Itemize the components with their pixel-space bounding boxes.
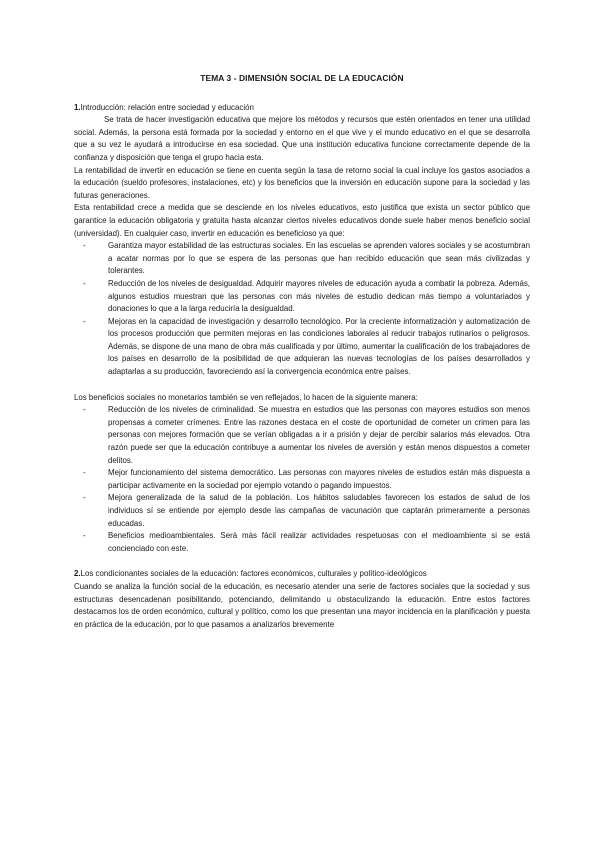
section-1-heading bbox=[74, 102, 530, 115]
non-monetary-item: - Mejora generalizada de la salud de la población. Los hábitos saludables favorecen los estados de salud de los individuos sí se entiende por ejemplo desde las campañas de vacunación que captarán primeramente a personas educadas. bbox=[108, 492, 530, 530]
benefit-item: - Garantiza mayor estabilidad de las estructuras sociales. En las escuelas se aprenden valores sociales y se acostumbran a acatar normas por lo que se espera de las personas que han recibido educación que sean más civilizadas y tolerantes. bbox=[108, 240, 530, 278]
non-monetary-item: - Mejor funcionamiento del sistema democrático. Las personas con mayores niveles de estudios están más dispuesta a participar activamente en la sociedad por ejemplo votando o pagando impuestos. bbox=[108, 467, 530, 492]
section-2-paragraph: Cuando se analiza la función social de la educación, es necesario atender una serie de factores sociales que la sociedad y sus estructuras desencadenan posibilitando, potenciando, delimitando u obstaculizando la educación. Entre estos factores destacamos los de orden económico, cultural y político, como los que presentan una mayor incidencia en la planificación y puesta en práctica de la educación, por lo que pasamos a analizarlos brevemente bbox=[74, 581, 530, 629]
non-monetary-item: - Reducción de los niveles de criminalidad. Se muestra en estudios que las personas con mayores estudios son menos propensas a cometer crímenes. Entre las razones destaca en el coste de oportunidad de cometer un crimen para las personas con mejores formación que se verían obligadas a ir a prisión y dejar de percibir salarios más elevados. Otra razón puede ser que la educación contribuye a aumentar los niveles de aversión y están menos dispuestos a cometer delitos. bbox=[108, 404, 530, 467]
section-1-title: Introducción: relación entre sociedad y educación bbox=[80, 102, 254, 112]
section-1-number: 1. bbox=[74, 102, 81, 112]
benefit-item: - Reducción de los niveles de desigualdad. Adquirir mayores niveles de educación ayuda a combatir la pobreza. Además, algunos estudios muestran que las personas con más niveles de estudio dedican más tiempo a voluntariados y donaciones lo que a la larga reduciría la desigualdad. bbox=[108, 278, 530, 316]
non-monetary-item: - Beneficios medioambientales. Será más fácil realizar actividades respetuosas con el medioambiente si se está concienciado con este. bbox=[108, 530, 530, 555]
non-monetary-intro: Los beneficios sociales no monetarios también se ven reflejados, lo hacen de la siguiente manera: bbox=[74, 392, 418, 402]
section-2-heading bbox=[74, 568, 530, 581]
benefit-item: - Mejoras en la capacidad de investigación y desarrollo tecnológico. Por la creciente informatización y automatización de los procesos producción que permiten mejoras en las condiciones laborales al reducir trabajos rutinarios o peligrosos. Además, se dispone de una mano de obra más cualificada y por último, aumentar la cualificación de los trabajadores de los países en desarrollo de la posibilidad de que adquieran las nuevas tecnologías de los países desarrollados y adaptarlas a su producción, favoreciendo así la convergencia económica entre países. bbox=[108, 316, 530, 379]
section-1-paragraph: Esta rentabilidad crece a medida que se desciende en los niveles educativos, esto justifica que exista un sector público que garantice la educación obligatoria y gratuita hasta alcanzar ciertos niveles educativos donde suele haber menos beneficio social (universidad). En cualquier caso, invertir en educación es beneficioso ya que: bbox=[74, 203, 530, 238]
paragraph-spacer bbox=[74, 555, 530, 568]
section-2-number: 2. bbox=[74, 569, 81, 579]
document-page bbox=[74, 72, 530, 631]
document-title: TEMA 3 - DIMENSIÓN SOCIAL DE LA EDUCACIÓN bbox=[200, 73, 404, 83]
non-monetary-list bbox=[74, 404, 530, 555]
section-2-title: Los condicionantes sociales de la educación: factores económicos, culturales y político-ideológicos bbox=[80, 569, 427, 579]
paragraph-spacer bbox=[74, 379, 530, 392]
section-1-paragraph: La rentabilidad de invertir en educación se tiene en cuenta según la tasa de retorno social la cual incluye los gastos asociados a la educación (sueldo profesores, instalaciones, etc) y los beneficios que la inversión en educación supone para la sociedad y las futuras generaciones. bbox=[74, 165, 530, 200]
section-1-paragraph: Se trata de hacer investigación educativa que mejore los métodos y recursos que estén orientados en tener una utilidad social. Además, la persona está formada por la sociedad y entorno en el que vive y el mundo educativo en el que se desarrolla que a su vez le ayudará a introducirse en esa sociedad. Que una institución educativa funcione correctamente depende de la confianza y disposición que tenga el grupo hacia esta. bbox=[74, 115, 530, 162]
benefits-list bbox=[74, 240, 530, 379]
